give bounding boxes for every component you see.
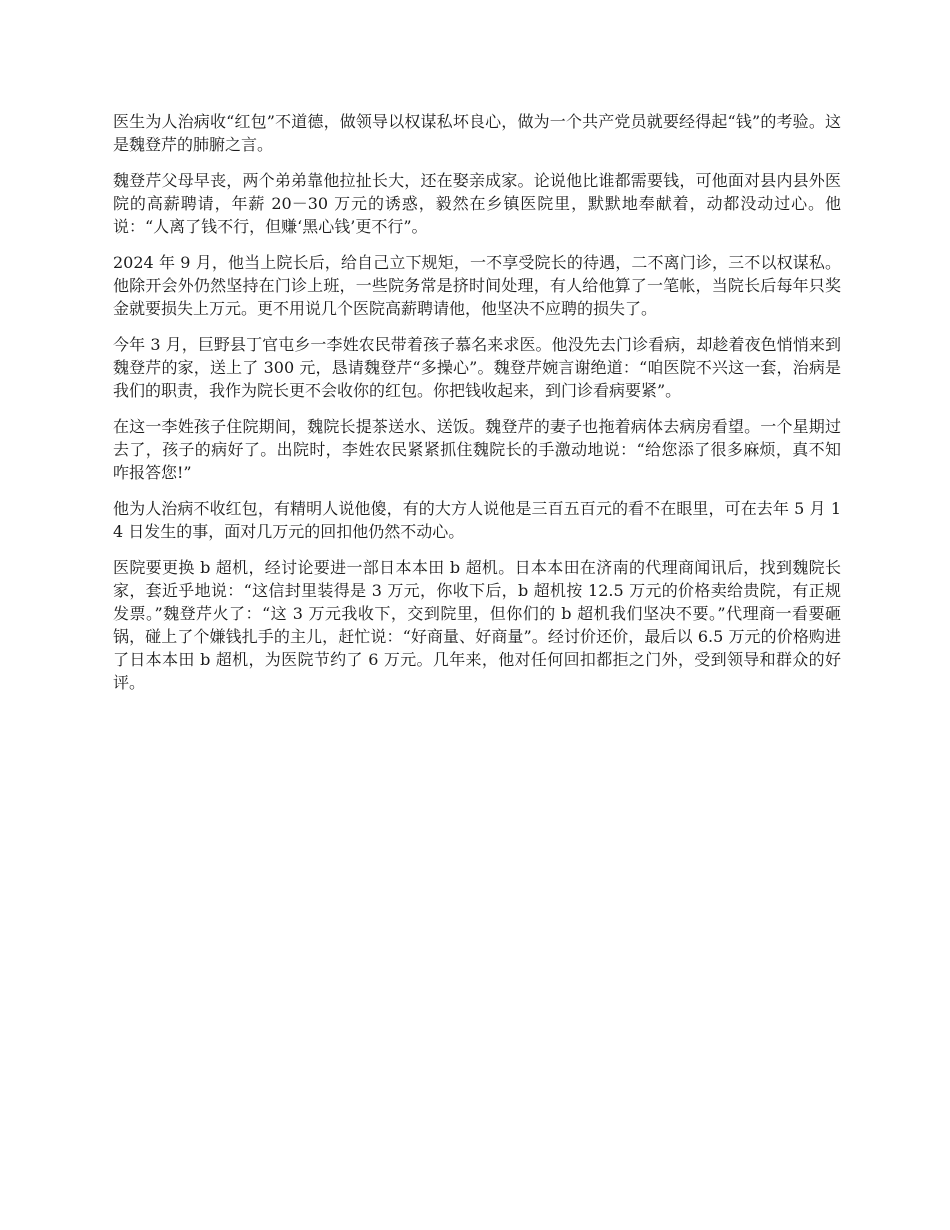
paragraph-6: 他为人治病不收红包，有精明人说他傻，有的大方人说他是三百五百元的看不在眼里，可在去年 5 月 14 日发生的事，面对几万元的回扣他仍然不动心。 <box>113 499 841 541</box>
paragraph-3: 2024 年 9 月，他当上院长后，给自己立下规矩，一不享受院长的待遇，二不离门诊，三不以权谋私。他除开会外仍然坚持在门诊上班，一些院务常是挤时间处理，有人给他算了一笔帐，当院长后每年只奖金就要损失上万元。更不用说几个医院高薪聘请他，他坚决不应聘的损失了。 <box>113 253 841 318</box>
paragraph-7: 医院要更换 b 超机，经讨论要进一部日本本田 b 超机。日本本田在济南的代理商闻讯后，找到魏院长家，套近乎地说：“这信封里装得是 3 万元，你收下后，b 超机按 12.5 万元的价格卖给贵院，有正规发票。”魏登芹火了：“这 3 万元我收下，交到院里，但你们的 b 超机我们坚决不要。”代理商一看要砸锅，碰上了个嫌钱扎手的主儿，赶忙说：“好商量、好商量”。经讨价还价，最后以 6.5 万元的价格购进了日本本田 b 超机，为医院节约了 6 万元。几年来，他对任何回扣都拒之门外，受到领导和群众的好评。 <box>113 558 841 692</box>
paragraph-4: 今年 3 月，巨野县丁官屯乡一李姓农民带着孩子慕名来求医。他没先去门诊看病，却趁着夜色悄悄来到魏登芹的家，送上了 300 元，恳请魏登芹“多操心”。魏登芹婉言谢绝道：“咱医院不兴这一套，治病是我们的职责，我作为院长更不会收你的红包。你把钱收起来，到门诊看病要紧”。 <box>113 335 841 400</box>
document-body <box>113 110 841 707</box>
paragraph-1: 医生为人治病收“红包”不道德，做领导以权谋私坏良心，做为一个共产党员就要经得起“钱”的考验。这是魏登芹的肺腑之言。 <box>113 112 841 154</box>
paragraph-2: 魏登芹父母早丧，两个弟弟靠他拉扯长大，还在娶亲成家。论说他比谁都需要钱，可他面对县内县外医院的高薪聘请，年薪 20－30 万元的诱惑，毅然在乡镇医院里，默默地奉献着，动都没动过心。他说：“人离了钱不行，但赚‘黑心钱’更不行”。 <box>113 171 841 236</box>
paragraph-5: 在这一李姓孩子住院期间，魏院长提茶送水、送饭。魏登芹的妻子也拖着病体去病房看望。一个星期过去了，孩子的病好了。出院时，李姓农民紧紧抓住魏院长的手激动地说：“给您添了很多麻烦，真不知咋报答您!” <box>113 417 841 482</box>
